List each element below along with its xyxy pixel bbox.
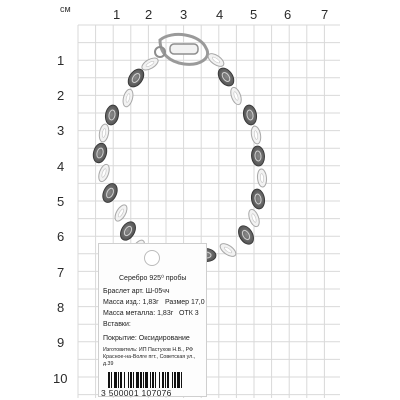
tag-coating: Покрытие: Оксидирование — [103, 335, 190, 342]
tag-metal-weight: Масса металла: 1,83г — [103, 310, 174, 317]
y-axis-label-9: 9 — [57, 335, 65, 350]
x-axis-label-3: 3 — [180, 7, 188, 22]
tag-size: Размер 17,0 — [165, 299, 205, 306]
x-axis-label-2: 2 — [145, 7, 153, 22]
bracelet-link — [113, 203, 130, 223]
x-axis-label-4: 4 — [216, 7, 224, 22]
x-axis-label-7: 7 — [321, 7, 329, 22]
y-axis-label-4: 4 — [57, 159, 65, 174]
bracelet-link — [97, 163, 112, 183]
bracelet-link — [251, 145, 266, 166]
y-axis-label-6: 6 — [57, 229, 65, 244]
y-axis-label-5: 5 — [57, 194, 65, 209]
price-tag — [98, 243, 207, 397]
x-axis-label-1: 1 — [113, 7, 121, 22]
bracelet-link — [229, 86, 244, 106]
unit-label: см — [60, 4, 71, 14]
tag-article: Браслет арт. Ш-05чч — [103, 288, 170, 295]
bracelet-link — [250, 188, 266, 210]
bracelet-link — [247, 208, 262, 228]
tag-hole — [144, 250, 160, 266]
y-axis-label-8: 8 — [57, 300, 65, 315]
tag-weight: Масса изд.: 1,83г — [103, 299, 159, 306]
bracelet-link — [104, 104, 120, 126]
bracelet-link — [235, 223, 256, 247]
y-axis-label-1: 1 — [57, 53, 65, 68]
bracelet-link — [242, 104, 258, 126]
tag-otk: ОТК 3 — [179, 310, 199, 317]
bracelet-link — [218, 241, 238, 259]
tag-maker-line2: Красное-на-Волге пгт., Советская ул., — [103, 354, 196, 360]
bracelet-link — [250, 125, 262, 144]
tag-maker-line1: Изготовитель: ИП Пастухов Н.В., РФ — [103, 347, 194, 353]
barcode-number: 3 500001 107076 — [101, 388, 172, 398]
y-axis-label-7: 7 — [57, 265, 65, 280]
bracelet-link — [98, 123, 110, 142]
y-axis-label-10: 10 — [53, 371, 68, 386]
tag-inserts: Вставки: — [103, 321, 131, 328]
bracelet-link — [100, 181, 120, 205]
bracelet-clasp — [155, 34, 208, 64]
bracelet-link — [121, 88, 134, 108]
bracelet-link — [140, 56, 160, 73]
tag-title: Серебро 925⁰ пробы — [119, 275, 187, 282]
y-axis-label-2: 2 — [57, 88, 65, 103]
bracelet-link — [257, 169, 268, 188]
tag-maker-line3: д.39 — [103, 361, 114, 367]
x-axis-label-6: 6 — [284, 7, 292, 22]
bracelet-link — [206, 51, 226, 69]
x-axis-label-5: 5 — [250, 7, 258, 22]
y-axis-label-3: 3 — [57, 123, 65, 138]
bracelet-link — [215, 65, 237, 89]
bracelet-link — [91, 142, 109, 165]
bracelet-link — [117, 219, 138, 243]
barcode-image — [108, 372, 200, 388]
